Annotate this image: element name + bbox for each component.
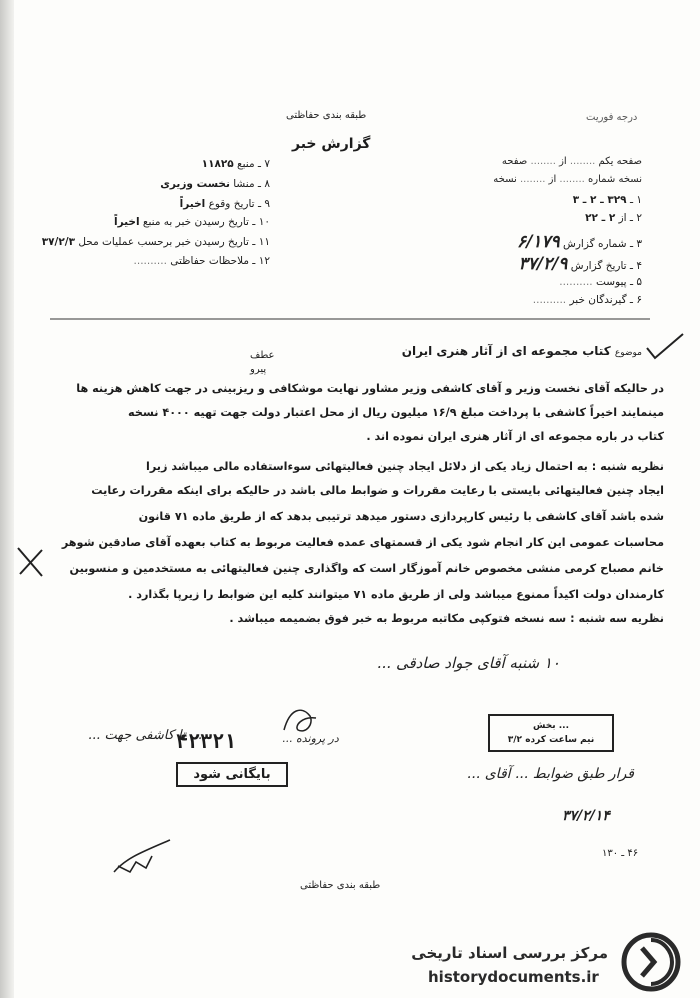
field-1: ۱ ـ ۳۲۹ ـ ۲ ـ ۳ [572,194,642,206]
side-label-peyro: پیرو [250,364,267,375]
page-label: صفحه یکم [598,156,642,167]
scan-edge-shadow [0,0,14,998]
watermark-url: historydocuments.ir [428,968,599,986]
handwritten-note-2: ... تا کاشفی جهت ... [88,728,203,743]
subject-line: موضوع کتاب مجموعه ای از آثار هنری ایران [401,344,642,358]
body-line: کتاب در باره مجموعه ای از آثار هنری ایران نموده اند . [366,430,664,443]
field-occurrence-date: ۹ ـ تاریخ وقوع اخیراً [179,198,270,210]
body-line: نظریه سه شنبه : سه نسخه فتوکپی مکاتبه مربوط به خبر فوق بضمیمه میباشد . [229,612,664,625]
body-line: کارمندان دولت اکیداً ممنوع میباشد ولی از طریق ماده ۷۱ میتوانند کلیه این ضوابط را زیرپا بگذارد . [128,588,664,601]
archive-logo-icon [620,932,682,992]
signature-bottom-left [112,836,172,876]
field-received-by-source: ۱۰ ـ تاریخ رسیدن خبر به منبع اخیراً [113,216,270,228]
field-source: ۷ ـ منبع ۱۱۸۲۵ [201,158,270,170]
report-title: گزارش خبر [292,136,371,152]
field-security-notes: ۱۲ ـ ملاحظات حفاظتی .......... [133,255,270,267]
handwritten-note-3: در پرونده ... [282,732,339,745]
registry-box-stamp: بخش ... ۳/۲ نیم ساعت کرده [488,714,614,752]
top-classification: طبقه بندی حفاظتی [286,110,367,121]
archive-stamp: بایگانی شود [176,762,288,787]
header-separator [50,316,650,322]
field-recipients: ۶ ـ گیرندگان خبر .......... [532,294,642,306]
signature-initial [280,700,320,740]
body-line: نظریه شنبه : به احتمال زیاد یکی از دلائل ایجاد چنین فعالیتهائی سوءاستفاده مالی میباشد زیرا [146,460,664,473]
body-line: در حالیکه آقای نخست وزیر و آقای کاشفی وزیر مشاور نهایت موشکافی و ریزبینی در جهت کاهش هزینه ها [76,382,664,395]
priority-label: درجه فوریت [586,112,638,123]
watermark-org: مرکز بررسی اسناد تاریخی [411,944,608,962]
body-line: خانم مصباح کرمی منشی مخصوص خانم آموزگار است که واگذاری چنین فعالیتهائی به مستخدمین و منسوبین [69,562,664,575]
page-word: صفحه [501,156,528,167]
handwritten-date: ۳۷/۲/۱۴ [562,808,610,824]
field-2: ۲ ـ از ۲ ـ ۲۲ [585,212,642,224]
handwritten-note-4: قرار طبق ضوابط ... آقای ... [466,766,634,782]
bottom-classification: طبقه بندی حفاظتی [300,880,381,891]
body-line: محاسبات عمومی این کار انجام شود یکی از قسمتهای عمده فعالیت مربوط به کتاب بعهده آقای صادقین شوهر [61,536,664,549]
copy-of-label: از [548,174,557,185]
copy-label: نسخه شماره [588,174,642,185]
file-number-stamp: ۴۲۳۲۱ [176,729,237,753]
field-origin: ۸ ـ منشا نخست وزیری [160,178,270,190]
side-label-atf: عطف [250,350,275,361]
handwritten-note-1: ۱۰ شنبه آقای جواد صادقی ... [376,654,560,672]
field-received-operations: ۱۱ ـ تاریخ رسیدن خبر برحسب عملیات محل ۳۷/۲/۳ [41,236,270,248]
copy-word: نسخه [493,174,517,185]
x-mark [16,546,44,578]
field-report-number: ۳ ـ شماره گزارش ۶/۱۷۹ [516,232,642,252]
subject-checkmark [645,332,685,362]
body-line: شده باشد آقای کاشفی با رئیس کارپردازی دستور میدهد ترتیبی بدهد که از طریق ماده ۷۱ قانون [138,510,664,523]
field-report-date: ۴ ـ تاریخ گزارش ۳۷/۲/۹ [518,254,642,274]
copy-number-line: نسخه شماره ........ از ........ نسخه [493,174,642,185]
footer-code: ۴۶ ـ ۱۳۰ [602,848,639,859]
page-number-line: صفحه یکم ........ از ........ صفحه [501,156,642,167]
field-attachment: ۵ ـ پیوست .......... [559,276,642,288]
body-line: ایجاد چنین فعالیتهائی بایستی با رعایت مقررات و ضوابط مالی باشد در حالیکه برای اینکه مقررات رعایت [91,484,664,497]
body-line: مینمایند اخیراً کاشفی با پرداخت مبلغ ۱۶/۹ میلیون ریال از محل اعتبار دولت جهت تهیه ۴۰۰۰ نسخه [128,406,664,419]
of-label: از [559,156,567,167]
